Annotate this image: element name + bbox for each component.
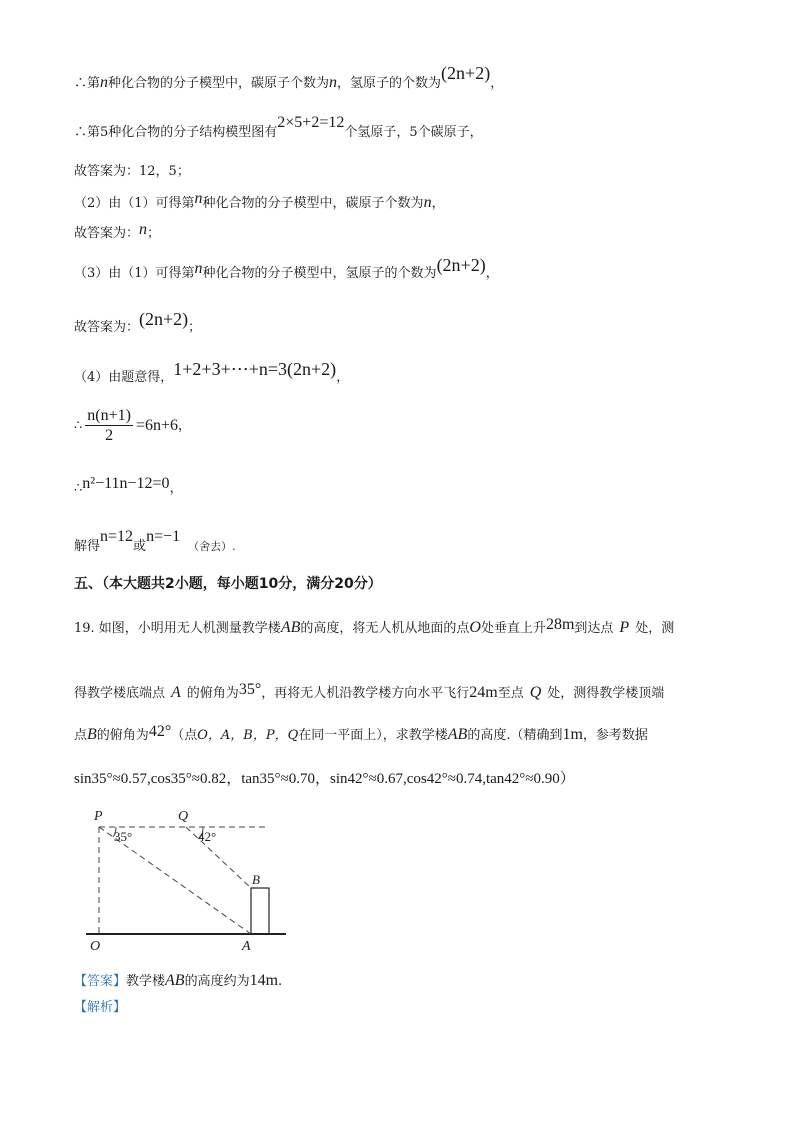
text: 故答案为： [74, 226, 140, 241]
text: 到达点 [574, 621, 614, 636]
label-A: A [242, 939, 251, 954]
text: 种化合物的分子模型中，氢原子的个数为 [202, 266, 437, 281]
text: 的俯角为 [96, 728, 149, 743]
angle-label-42: 42° [198, 829, 217, 844]
solution-line-6 [74, 255, 499, 281]
text: ∴第 [74, 76, 101, 91]
math-var: A [171, 684, 181, 701]
text: 在同一平面上），求教学楼 [298, 728, 448, 743]
math-var: P [619, 619, 630, 636]
math-var: n [194, 260, 203, 277]
text: 的高度，将无人机从地面的点 [300, 621, 470, 636]
text: ∴ [74, 418, 83, 434]
math-expression: (2n+2) [441, 63, 491, 83]
text: ∴第5种化合物的分子结构模型图有 [74, 125, 278, 140]
math-var: n [100, 74, 109, 91]
geometry-diagram [86, 806, 296, 956]
text: ， [178, 418, 192, 434]
math-var: n [139, 221, 148, 238]
math-expression: 35° [238, 681, 262, 698]
math-expression: n=−1 [146, 528, 181, 545]
solution-line-8 [74, 359, 350, 385]
text: 点 [74, 728, 88, 743]
math-var: AB [280, 619, 301, 636]
answer-value: 14m [249, 972, 279, 989]
math-var: Q [529, 684, 542, 701]
solution-line-3: 故答案为：12，5； [74, 164, 190, 179]
label-P: P [94, 809, 103, 824]
label-B: B [252, 872, 260, 887]
text: 或 [133, 539, 147, 554]
text: 的高度.（精确到 [467, 728, 563, 743]
math-expression: 1m [562, 726, 583, 743]
solution-line-2 [74, 114, 483, 140]
fraction-numerator: n(n+1) [87, 407, 131, 424]
math-expression: (2n+2) [139, 309, 189, 329]
text: 得教学楼底端点 [74, 686, 166, 701]
section-heading: 五、（本大题共2小题，每小题10分，满分20分） [74, 576, 382, 592]
text: 至点 [497, 686, 524, 701]
math-expression: n²−11n−12=0 [82, 475, 170, 492]
math-expression: =6n+6 [135, 417, 179, 434]
solution-line-10 [74, 475, 183, 496]
text: 种化合物的分子模型中，碳原子个数为 [108, 76, 330, 91]
solution-line-9 [74, 408, 191, 444]
text: （3）由（1）可得第 [74, 266, 195, 281]
text: 个氢原子，5个碳原子， [344, 125, 483, 140]
text: ， [490, 76, 504, 91]
text: ，参考数据 [582, 728, 648, 743]
math-expression: 1+2+3+⋯+n=3(2n+2) [173, 359, 337, 379]
text: ， [485, 266, 499, 281]
problem-line-1 [74, 616, 675, 636]
angle-label-35: 35° [114, 829, 133, 844]
math-var: O [469, 619, 481, 636]
solution-line-7 [74, 309, 202, 335]
text: ； [188, 320, 202, 335]
text: （舍去）. [188, 540, 236, 553]
text: 处垂直上升 [480, 621, 546, 636]
text: ∴ [74, 481, 83, 496]
math-expression: 24m [469, 684, 498, 701]
text: ，再将无人机沿教学楼方向水平飞行 [261, 686, 470, 701]
analysis-line [74, 1001, 126, 1014]
text: 19. 如图，小明用无人机测量教学楼 [74, 621, 281, 636]
text: . [278, 974, 283, 989]
building-AB [251, 888, 269, 934]
math-expression: 42° [148, 723, 172, 740]
text: ，氢原子的个数为 [337, 76, 442, 91]
label-Q: Q [178, 809, 189, 824]
geometry-figure [86, 806, 296, 960]
math-var: n [329, 74, 338, 91]
text: 故答案为： [74, 320, 140, 335]
problem-reference-data: sin35°≈0.57,cos35°≈0.82，tan35°≈0.70，sin42°≈0.67,cos42°≈0.74,tan42°≈0.90） [74, 771, 575, 787]
solution-line-5 [74, 221, 161, 241]
text: ， [169, 481, 183, 496]
text: 处，测 [635, 621, 675, 636]
text: 的俯角为 [186, 686, 239, 701]
math-var: AB [165, 972, 185, 989]
label-O: O [90, 939, 101, 954]
solution-line-4 [74, 190, 445, 211]
text: 处，测得教学楼顶端 [547, 686, 665, 701]
text: 教学楼 [126, 974, 166, 989]
text: 的高度约为 [184, 974, 250, 989]
math-expression: (2n+2) [436, 255, 486, 275]
answer-tag: 【答案】 [74, 974, 127, 989]
text: ； [147, 226, 161, 241]
math-expression: 2×5+2=12 [277, 114, 345, 131]
math-var: n [194, 190, 203, 207]
math-var: AB [447, 726, 468, 743]
text: 种化合物的分子模型中，碳原子个数为 [202, 196, 424, 211]
math-var: B [87, 726, 97, 743]
sight-line-QB [186, 827, 251, 888]
text: ， [336, 370, 350, 385]
fraction [85, 408, 133, 444]
math-expression: 28m [545, 616, 575, 633]
solution-line-11 [74, 528, 236, 554]
problem-line-3 [74, 723, 648, 743]
math-expression: n=12 [100, 528, 134, 545]
text: ， [431, 196, 445, 211]
text: （点 [171, 728, 198, 743]
math-points: O，A，B，P，Q [197, 728, 299, 743]
problem-line-2 [74, 681, 665, 701]
answer-line [74, 973, 282, 989]
solution-line-1 [74, 63, 504, 91]
math-var: n [423, 194, 432, 211]
text: （4）由题意得， [74, 370, 174, 385]
fraction-denominator: 2 [105, 427, 114, 444]
analysis-tag: 【解析】 [74, 1000, 127, 1015]
text: 解得 [74, 539, 101, 554]
text: （2）由（1）可得第 [74, 196, 195, 211]
